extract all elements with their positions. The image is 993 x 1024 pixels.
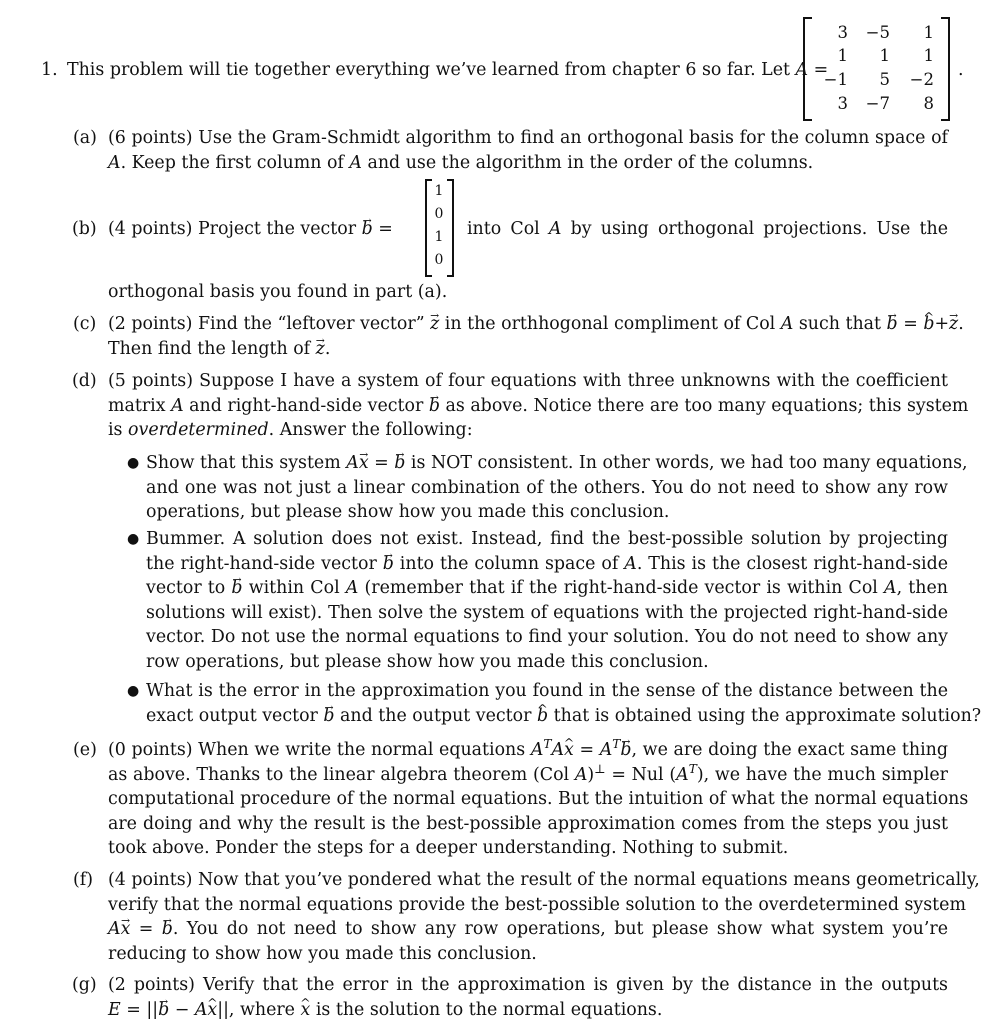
bullet-dot: ● — [127, 683, 140, 699]
part-a — [108, 126, 948, 175]
part-g-label: (g) — [72, 975, 97, 995]
matrix-right-bracket — [941, 17, 950, 121]
bullet-3: What is the error in the approximation you found in the sense of the distance between the exact output vector → b and the output vector ^ b that is obtained using the approximate solution? — [146, 679, 948, 728]
matrix-cell: 1 — [923, 23, 934, 42]
vector-b — [425, 179, 455, 277]
part-c-line2: Then find the length of → z. — [108, 337, 948, 362]
part-e-label: (e) — [73, 740, 97, 760]
part-d-line1: (5 points) Suppose I have a system of four equations with three unknowns with the coefficient — [108, 371, 948, 391]
vector-right-bracket — [447, 179, 454, 277]
part-d-line2: matrix A and right-hand-side vector → b as above. Notice there are too many equations; this system — [108, 394, 948, 419]
part-d-label: (d) — [72, 371, 97, 391]
bullet-1: Show that this system A→ x = → b is NOT consistent. In other words, we had too many equations, and one was not just a linear combination of the others. You do not need to show any row operations, but please show how you made this conclusion. — [146, 451, 948, 525]
matrix-label: A — [795, 60, 809, 80]
vector-b-symbol: → b — [362, 217, 373, 242]
part-d-line3: is overdetermined. Answer the following: — [108, 420, 473, 441]
part-g: (2 points) Verify that the error in the approximation is given by the distance in the outputs E = ||→ b − A^ x||, where ^ x is the solution to the normal equations. — [108, 973, 948, 1022]
matrix-left-bracket — [803, 17, 812, 121]
vector-cell: 0 — [434, 206, 444, 222]
bullet-dot: ● — [127, 531, 140, 547]
part-b-text-before: (4 points) Project the vector — [108, 219, 357, 239]
matrix-cell: 3 — [837, 94, 848, 113]
matrix-cell: −7 — [865, 94, 890, 113]
matrix-cell: −2 — [909, 70, 934, 89]
matrix-cell: 1 — [837, 46, 848, 65]
problem-intro-text: This problem will tie together everything we’ve learned from chapter 6 so far. Let — [67, 60, 791, 80]
part-b-label: (b) — [72, 219, 97, 239]
matrix-cell: 3 — [837, 23, 848, 42]
matrix-cell: 1 — [923, 46, 934, 65]
part-a-line1: (6 points) Use the Gram-Schmidt algorithm to find an orthogonal basis for the column space of — [108, 128, 948, 148]
part-a-label: (a) — [73, 128, 97, 148]
vector-cell: 1 — [434, 229, 444, 245]
matrix-cell: −5 — [865, 23, 890, 42]
part-b-lead: (4 points) Project the vector → b = — [108, 217, 393, 242]
problem-number: 1. — [41, 60, 58, 80]
matrix-cell: 1 — [879, 46, 890, 65]
bullet-dot: ● — [127, 455, 140, 471]
part-c-label: (c) — [73, 314, 97, 334]
matrix-cell: 8 — [923, 94, 934, 113]
matrix-a — [803, 17, 953, 121]
part-a-line2: A. Keep the first column of A and use the algorithm in the order of the columns. — [108, 152, 814, 173]
problem-intro: This problem will tie together everything we’ve learned from chapter 6 so far. Let A = — [67, 60, 829, 80]
matrix-cell: −1 — [823, 70, 848, 89]
bullet-2: Bummer. A solution does not exist. Instead, find the best-possible solution by projecting the right-hand-side vector → b into the column space of A. This is the closest right-hand-side vector to → b within Col A (remember that if the right-hand-side vector is within Col A, then solutions will exist). Then solve the system of equations with the projected right-hand-side vector. Do not use the normal equations to find your solution. You do not need to show any row operations, but please show how you made this conclusion. — [146, 527, 948, 675]
part-c — [108, 312, 964, 361]
part-f-label: (f) — [73, 870, 94, 890]
matrix-cell: 5 — [879, 70, 890, 89]
vector-cell: 1 — [434, 183, 444, 199]
sentence-period: . — [958, 60, 964, 80]
part-b-line2: orthogonal basis you found in part (a). — [108, 282, 448, 302]
part-c-line1: (2 points) Find the “leftover vector” → z in the orthhogonal compliment of Col A such that → b = ^ b+→ z. — [108, 312, 948, 337]
part-b-text-after: into Col A by using orthogonal projections. Use the — [467, 219, 948, 239]
part-e: (0 points) When we write the normal equations $A^TA\^{}$ $x = A^T\to b$, we are doing the exact same thing as above. Thanks to the linear algebra theorem (Col A)⊥ = Nul $(A^T)$, we have the much simpler computational procedure of the normal equations. But the intuition of what the normal equations are doing and why the result is the best-possible approximation comes from the steps you just took above. Ponder the steps for a deeper understanding. Nothing to submit. — [108, 738, 948, 861]
part-f: (4 points) Now that you’ve pondered what the result of the normal equations means geometrically, verify that the normal equations provide the best-possible solution to the overdetermined system A→ x = → b. You do not need to show any row operations, but please show what system you’re reducing to show how you made this conclusion. — [108, 868, 948, 966]
vector-cell: 0 — [434, 252, 444, 268]
part-d — [108, 369, 969, 443]
